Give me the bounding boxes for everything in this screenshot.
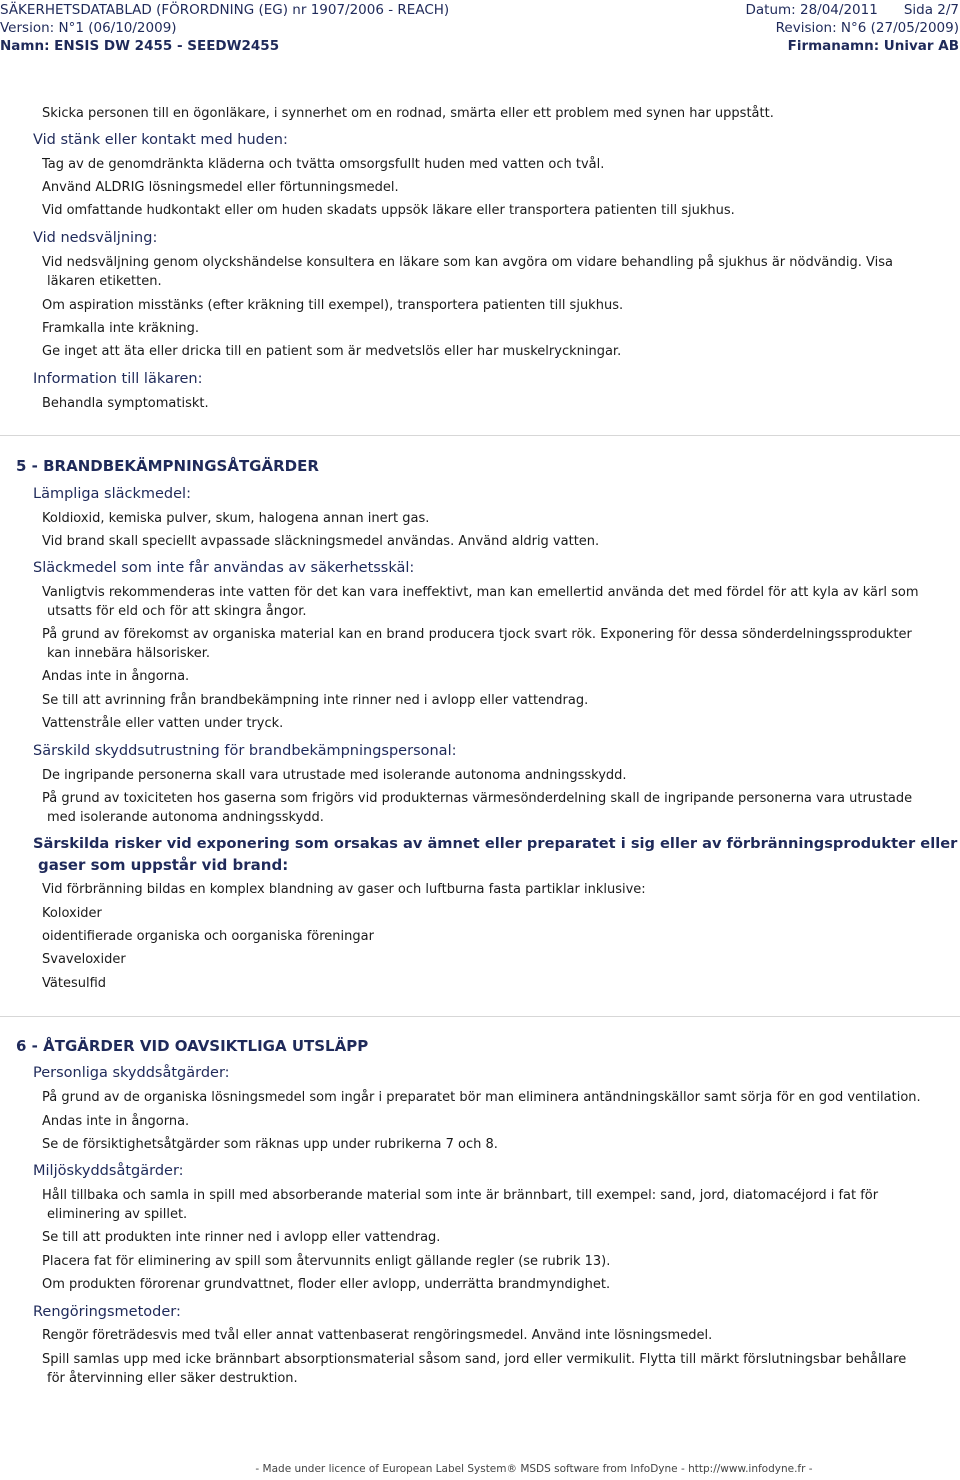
extinguishing-media-2: Vid brand skall speciellt avpassade släckningsmedel användas. Använd aldrig vatten. — [42, 534, 600, 549]
personal-precautions-1: På grund av de organiska lösningsmedel som ingår i preparatet bör man eliminera antändningskällor samt sörja för en god ventilation. — [42, 1090, 921, 1105]
eye-text: Skicka personen till en ögonläkare, i synnerhet om en rodnad, smärta eller ett problem med synen har uppstått. — [42, 106, 774, 121]
special-risks-5: Vätesulfid — [42, 976, 107, 991]
section-6-title: 6 - ÅTGÄRDER VID OAVSIKTLIGA UTSLÄPP — [16, 1037, 369, 1055]
environmental-1b — [42, 1206, 958, 1224]
protective-equipment-title: Särskild skyddsutrustning för brandbekämpningspersonal: — [33, 743, 457, 759]
personal-precautions-2: Andas inte in ångorna. — [42, 1114, 190, 1129]
special-risks-3: oidentifierade organiska och oorganiska föreningar — [42, 929, 374, 944]
ingestion-text-1b-content: läkaren etiketten. — [47, 274, 162, 289]
environmental-4: Om produkten förorenar grundvattnet, floder eller avlopp, underrätta brandmyndighet. — [42, 1277, 611, 1292]
section-5-title: 5 - BRANDBEKÄMPNINGSÅTGÄRDER — [16, 457, 319, 475]
personal-precautions-title: Personliga skyddsåtgärder: — [33, 1065, 230, 1081]
unsuitable-media-4: Se till att avrinning från brandbekämpning inte rinner ned i avlopp eller vattendrag. — [42, 693, 589, 708]
environmental-1a: Håll tillbaka och samla in spill med absorberande material som inte är brännbart, till exempel: sand, jord, diatomacéjord i fat för — [42, 1188, 879, 1203]
unsuitable-media-1a: Vanligtvis rekommenderas inte vatten för det kan vara ineffektivt, man kan emellertid använda det med fördel för att kyla av kärl som — [42, 585, 919, 600]
environmental-title: Miljöskyddsåtgärder: — [33, 1163, 184, 1179]
unsuitable-media-3: Andas inte in ångorna. — [42, 669, 190, 684]
skin-title: Vid stänk eller kontakt med huden: — [33, 132, 288, 148]
unsuitable-media-2a: På grund av förekomst av organiska material kan en brand producera tjock svart rök. Exponering för dessa sönderdelningssprodukter — [42, 627, 912, 642]
doctor-info-text: Behandla symptomatiskt. — [42, 396, 209, 411]
skin-text-1: Tag av de genomdränkta kläderna och tvätta omsorgsfullt huden med vatten och tvål. — [42, 157, 605, 172]
ingestion-text-3: Framkalla inte kräkning. — [42, 321, 200, 336]
cleanup-title: Rengöringsmetoder: — [33, 1304, 181, 1320]
header-row-3 — [0, 37, 960, 55]
doctor-info-title: Information till läkaren: — [33, 371, 203, 387]
ingestion-text-1b — [42, 273, 958, 291]
special-risks-title-2: gaser som uppstår vid brand: — [38, 856, 289, 874]
section-divider — [0, 435, 960, 436]
cleanup-2b-content: för återvinning eller säker destruktion. — [47, 1371, 298, 1386]
environmental-1b-content: eliminering av spillet. — [47, 1207, 188, 1222]
environmental-2: Se till att produkten inte rinner ned i avlopp eller vattendrag. — [42, 1230, 441, 1245]
header-row-1 — [0, 1, 960, 19]
section-divider — [0, 1016, 960, 1017]
ingestion-text-1a: Vid nedsväljning genom olyckshändelse konsultera en läkare som kan avgöra om vidare behandling på sjukhus är nödvändig. Visa — [42, 255, 893, 270]
document-revision: Revision: N°6 (27/05/2009) — [775, 20, 959, 36]
ingestion-title: Vid nedsväljning: — [33, 230, 158, 246]
protective-equipment-1: De ingripande personerna skall vara utrustade med isolerande autonoma andningsskydd. — [42, 768, 627, 783]
document-title: SÄKERHETSDATABLAD (FÖRORDNING (EG) nr 1907/2006 - REACH) — [0, 2, 450, 18]
page-number: Sida 2/7 — [903, 2, 959, 18]
special-risks-4: Svaveloxider — [42, 952, 126, 967]
cleanup-2a: Spill samlas upp med icke brännbart absorptionsmaterial såsom sand, jord eller vermikulit. Flytta till märkt förslutningsbar behållare — [42, 1352, 907, 1367]
ingestion-text-2: Om aspiration misstänks (efter kräkning till exempel), transportera patienten till sjukhus. — [42, 298, 624, 313]
footer-licence: - Made under licence of European Label System® MSDS software from InfoDyne - http://www.infodyne.fr - — [255, 1463, 813, 1475]
unsuitable-media-5: Vattenstråle eller vatten under tryck. — [42, 716, 284, 731]
document-version: Version: N°1 (06/10/2009) — [0, 20, 177, 36]
document-date: Datum: 28/04/2011 — [745, 2, 878, 18]
ingestion-text-4: Ge inget att äta eller dricka till en patient som är medvetslös eller har muskelryckningar. — [42, 344, 622, 359]
personal-precautions-3: Se de försiktighetsåtgärder som räknas upp under rubrikerna 7 och 8. — [42, 1137, 498, 1152]
unsuitable-media-1b-content: utsatts för eld och för att skingra ångor. — [47, 604, 307, 619]
skin-text-2: Använd ALDRIG lösningsmedel eller förtunningsmedel. — [42, 180, 399, 195]
skin-text-3: Vid omfattande hudkontakt eller om huden skadats uppsök läkare eller transportera patienten till sjukhus. — [42, 203, 735, 218]
unsuitable-media-1b — [42, 603, 958, 621]
extinguishing-media-title: Lämpliga släckmedel: — [33, 486, 191, 502]
protective-equipment-2a: På grund av toxiciteten hos gaserna som frigörs vid produkternas värmesönderdelning skall de ingripande personerna vara utrustade — [42, 791, 913, 806]
header-row-2 — [0, 19, 960, 37]
extinguishing-media-1: Koldioxid, kemiska pulver, skum, halogena annan inert gas. — [42, 511, 430, 526]
special-risks-2: Koloxider — [42, 906, 102, 921]
document-header — [0, 0, 960, 60]
company-name: Firmanamn: Univar AB — [787, 38, 959, 54]
environmental-3: Placera fat för eliminering av spill som återvunnits enligt gällande regler (se rubrik 13). — [42, 1254, 611, 1269]
unsuitable-media-2b-content: kan innebära hälsorisker. — [47, 646, 211, 661]
special-risks-title-1: Särskilda risker vid exponering som orsakas av ämnet eller preparatet i sig eller av förbränningsprodukter eller — [33, 835, 958, 852]
protective-equipment-2b — [42, 809, 958, 827]
protective-equipment-2b-content: med isolerande autonoma andningsskydd. — [47, 810, 324, 825]
cleanup-2b — [42, 1370, 958, 1388]
unsuitable-media-2b — [42, 645, 958, 663]
cleanup-1: Rengör företrädesvis med tvål eller annat vattenbaserat rengöringsmedel. Använd inte lösningsmedel. — [42, 1328, 713, 1343]
product-name: Namn: ENSIS DW 2455 - SEEDW2455 — [0, 38, 280, 54]
date-page — [745, 1, 959, 19]
unsuitable-media-title: Släckmedel som inte får användas av säkerhetsskäl: — [33, 560, 415, 576]
special-risks-1: Vid förbränning bildas en komplex blandning av gaser och luftburna fasta partiklar inklusive: — [42, 882, 646, 897]
